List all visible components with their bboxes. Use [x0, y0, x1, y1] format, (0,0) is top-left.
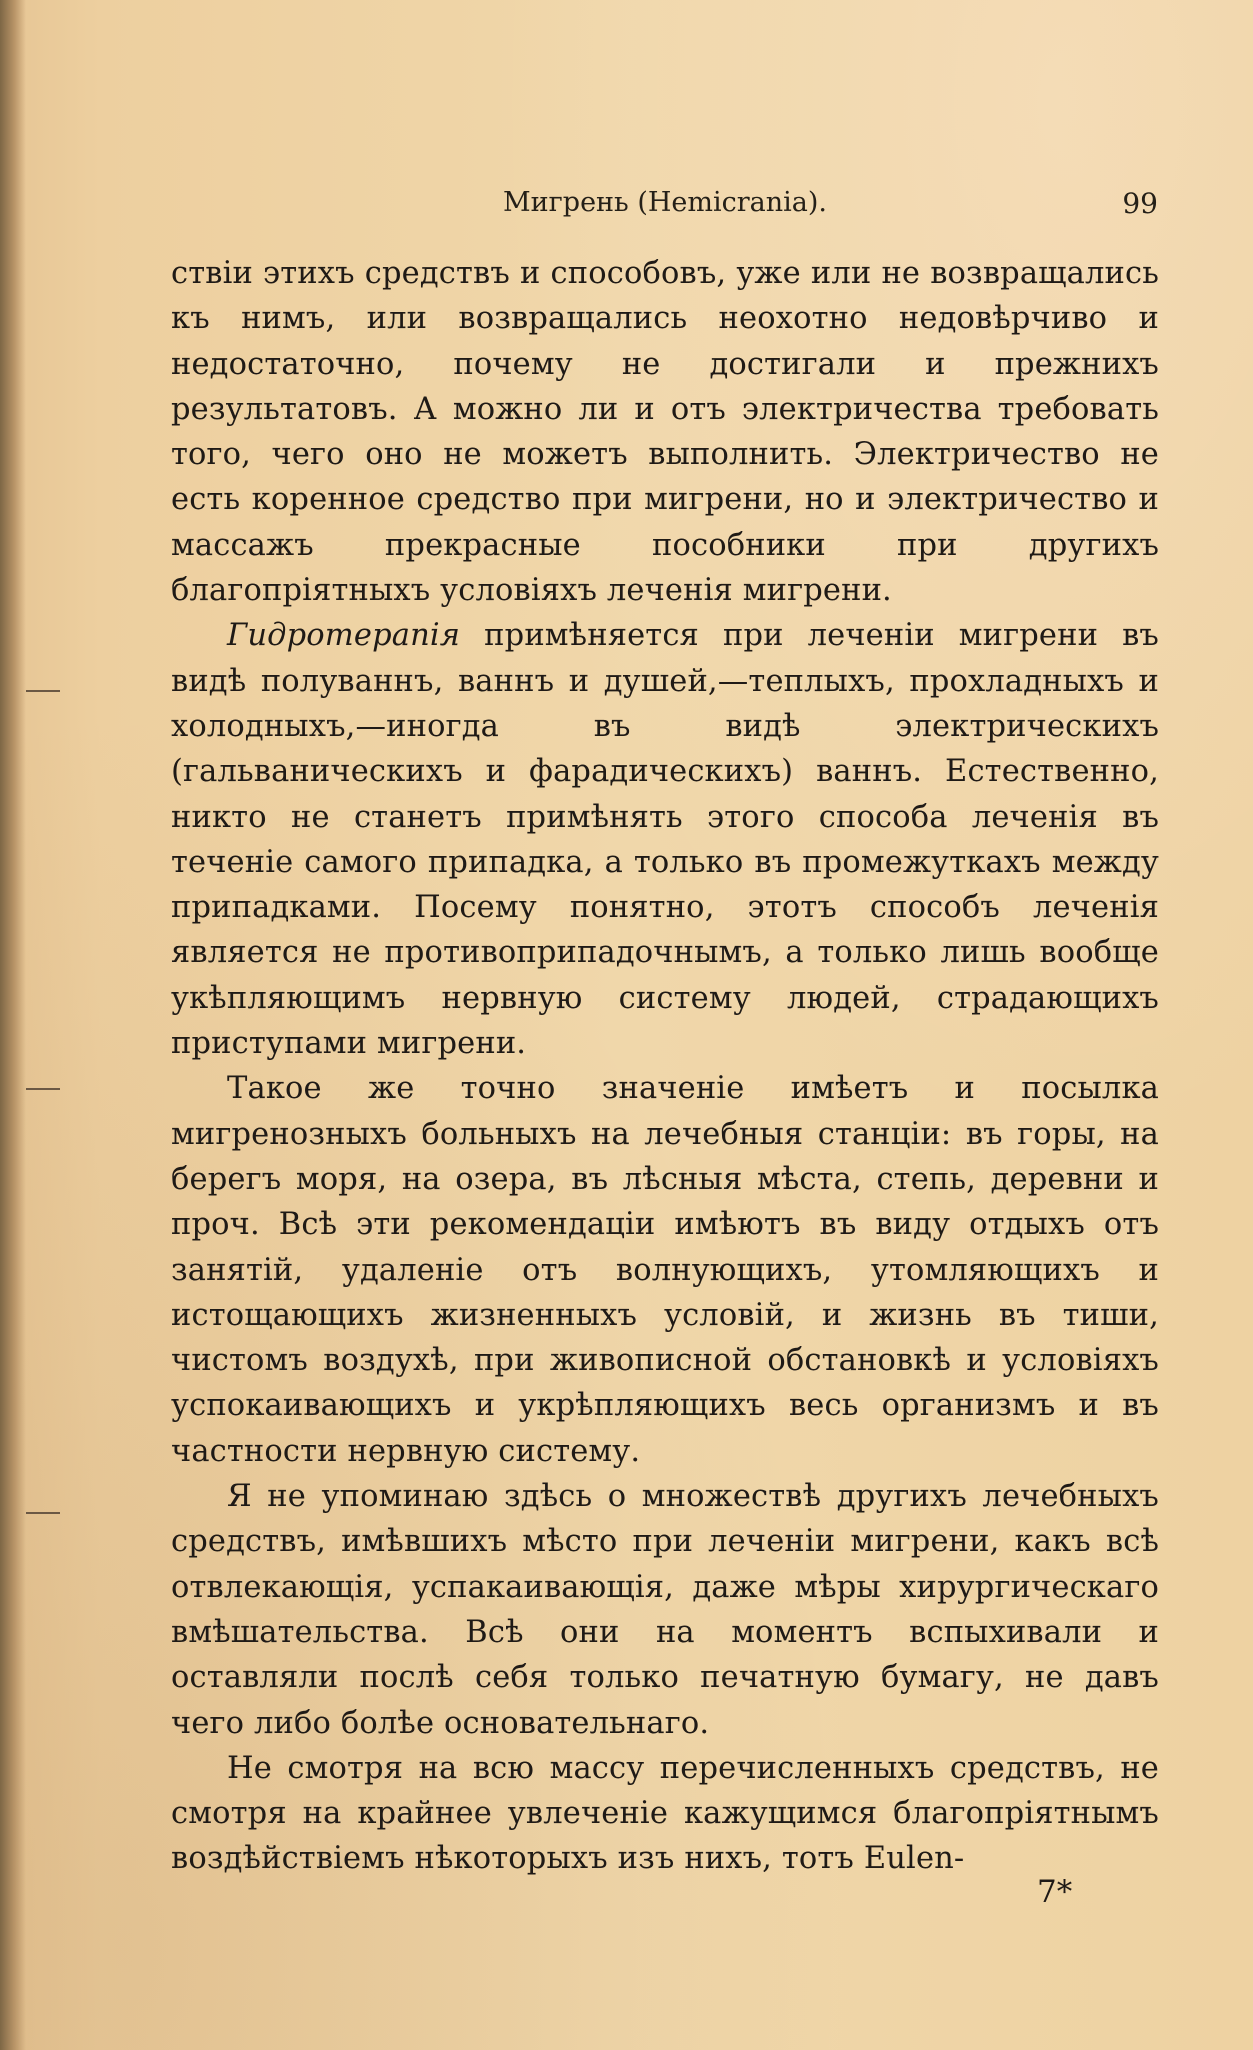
paragraph: Я не упоминаю здѣсь о множествѣ другихъ лечебныхъ средствъ, имѣвшихъ мѣсто при леченіи мигрени, какъ всѣ отвлекающія, успакаивающія, даже мѣры хирургическаго вмѣшательства. Всѣ они на моментъ вспыхивали и оставляли послѣ себя только печатную бумагу, не давъ чего либо болѣе основательнаго.: [171, 1479, 1159, 1741]
page-number: 99: [1122, 187, 1158, 220]
body-text: [171, 251, 1159, 1882]
binding-mark: [26, 1512, 60, 1514]
emphasized-term: Гидротерапія: [227, 618, 461, 654]
binding-mark: [26, 1088, 60, 1090]
binding-mark: [26, 690, 60, 692]
running-title: Мигрень (Hemicrania).: [503, 187, 827, 218]
paragraph: [171, 613, 1159, 1066]
paragraph: ствіи этихъ средствъ и способовъ, уже или не возвращались къ нимъ, или возвращались неохотно недовѣрчиво и недостаточно, почему не достигали и прежнихъ результатовъ. А можно ли и отъ электричества требовать того, чего оно не можетъ выполнить. Электричество не есть коренное средство при мигрени, но и электричество и массажъ прекрасные пособники при другихъ благопріятныхъ условіяхъ леченія мигрени.: [171, 256, 1159, 609]
paragraph: Такое же точно значеніе имѣетъ и посылка мигренозныхъ больныхъ на лечебныя станціи: въ горы, на берегъ моря, на озера, въ лѣсныя мѣста, степь, деревни и проч. Всѣ эти рекомендаціи имѣютъ въ виду отдыхъ отъ занятій, удаленіе отъ волнующихъ, утомляющихъ и истощающихъ жизненныхъ условій, и жизнь въ тиши, чистомъ воздухѣ, при живописной обстановкѣ и условіяхъ успокаивающихъ и укрѣпляющихъ весь организмъ и въ частности нервную систему.: [171, 1071, 1159, 1469]
page-header: [503, 187, 1158, 227]
page-binding-edge: [0, 0, 26, 2050]
paragraph-text: примѣняется при леченіи мигрени въ видѣ полуваннъ, ваннъ и душей,—теплыхъ, прохладныхъ и холодныхъ,—иногда въ видѣ электрическихъ (гальваническихъ и фарадическихъ) ваннъ. Естественно, никто не станетъ примѣнять этого способа леченія въ теченіе самого припадка, а только въ промежуткахъ между припадками. Посему понятно, этотъ способъ леченія является не противоприпадочнымъ, а только лишь вообще укѣпляющимъ нервную систему людей, страдающихъ приступами мигрени.: [171, 618, 1159, 1062]
signature-mark: 7*: [1037, 1874, 1073, 1910]
paragraph: Не смотря на всю массу перечисленныхъ средствъ, не смотря на крайнее увлеченіе кажущимся благопріятнымъ воздѣйствіемъ нѣкоторыхъ изъ нихъ, тотъ Eulen-: [171, 1750, 1159, 1877]
